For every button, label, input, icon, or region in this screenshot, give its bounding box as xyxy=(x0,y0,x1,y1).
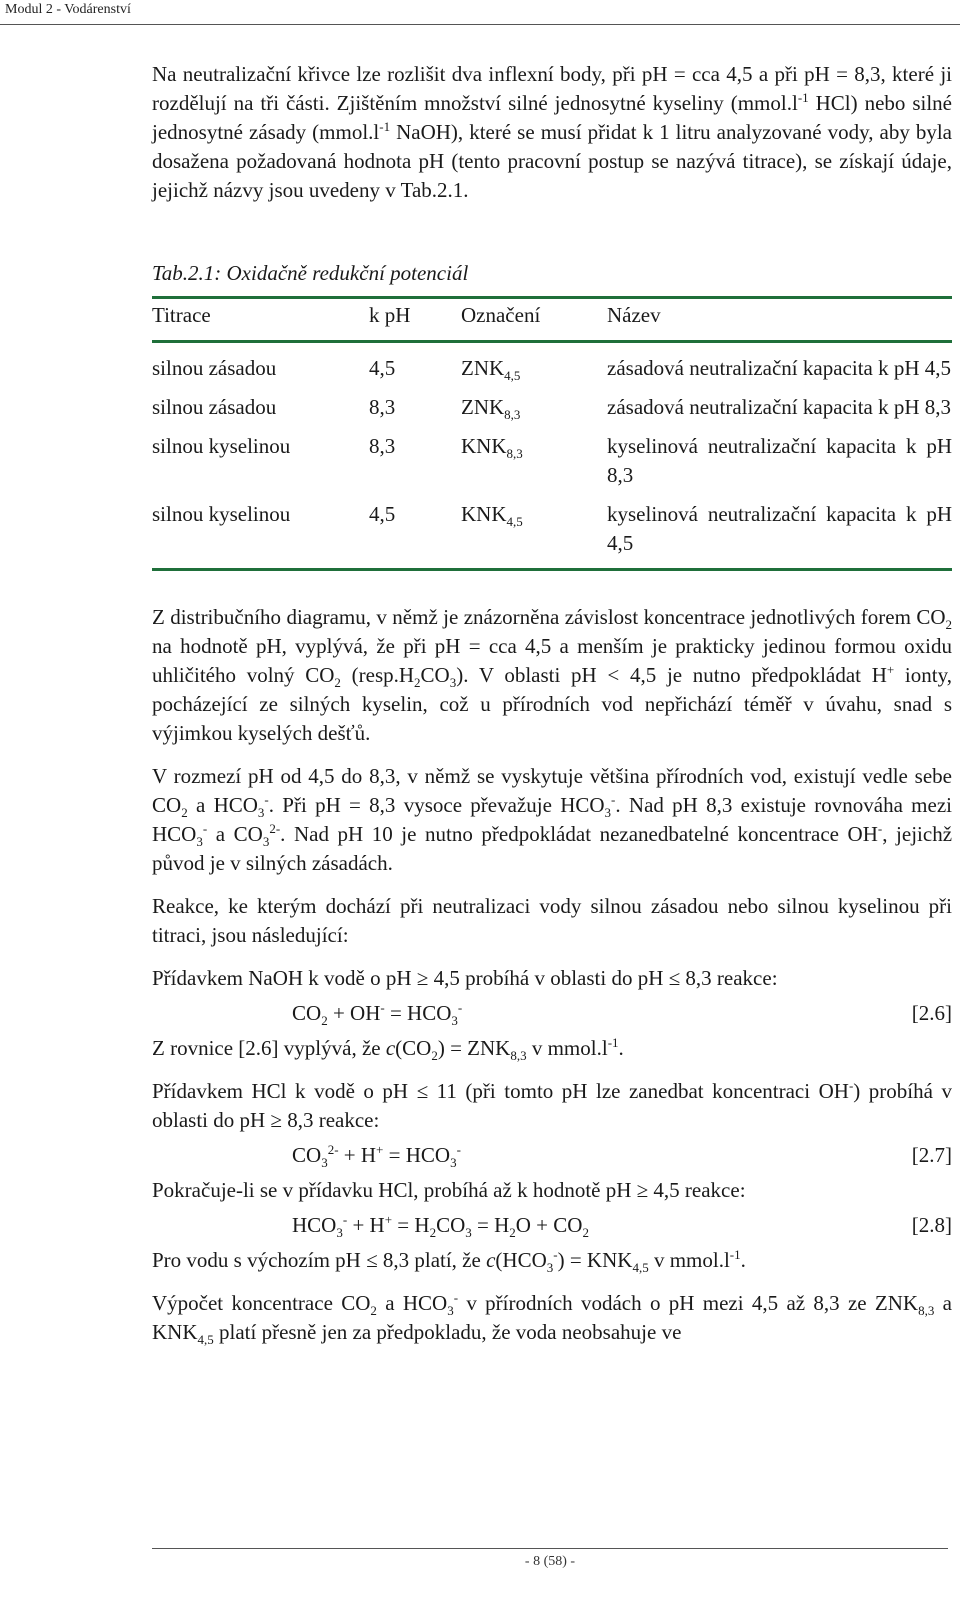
table-bottom-rule xyxy=(152,568,952,571)
paragraph-calculation: Výpočet koncentrace $CO_2$ a $HCO_3^-$ v přírodních vodách o pH mezi 4,5 až 8,3 ze $ZNK_{8,3}$ a $KNK_{4,5}$ platí přesně jen za předpokladu, že voda neobsahuje ve xyxy=(152,1290,952,1348)
cell-code: $ZNK_{8,3}$ xyxy=(461,395,521,423)
cell-ph: 4,5 xyxy=(369,502,396,526)
titration-table xyxy=(152,299,952,568)
equation-2-6: $CO_2 + OH^- = HCO_3^-$ [2.6] xyxy=(292,1000,952,1029)
header-rule xyxy=(0,24,960,25)
table-row xyxy=(152,393,952,432)
equation-2-7: $CO_3^{2-} + H^+ = HCO_3^-$ [2.7] xyxy=(292,1142,952,1171)
cell-ph: 4,5 xyxy=(369,356,396,380)
col-header-ph: k pH xyxy=(369,303,411,327)
table-header-row xyxy=(152,299,952,340)
table-caption: Tab.2.1: Oxidačně redukční potenciál xyxy=(152,261,469,285)
paragraph-equation-consequence: Z rovnice [2.6] vyplývá, že $c(CO_2) = ZNK_{8,3}$ v $mmol.l^{-1}$. xyxy=(152,1035,624,1064)
col-header-nazev: Název xyxy=(607,303,661,327)
table-row xyxy=(152,500,952,568)
col-header-titrace: Titrace xyxy=(152,303,211,327)
cell-code: $KNK_{8,3}$ xyxy=(461,434,523,462)
footer-rule xyxy=(152,1548,948,1549)
table-row xyxy=(152,432,952,500)
col-header-oznaceni: Označení xyxy=(461,303,541,327)
cell-name: zásadová neutralizační kapacita k pH 8,3 xyxy=(607,395,952,419)
cell-name: zásadová neutralizační kapacita k pH 4,5 xyxy=(607,356,952,380)
cell-titrace: silnou zásadou xyxy=(152,356,277,380)
paragraph-continuation: Pokračuje-li se v přídavku HCl, probíhá až k hodnotě pH ≥ 4,5 reakce: xyxy=(152,1178,746,1202)
cell-titrace: silnou zásadou xyxy=(152,395,277,419)
cell-ph: 8,3 xyxy=(369,395,396,419)
cell-code: $KNK_{4,5}$ xyxy=(461,502,523,530)
page-number: - 8 (58) - xyxy=(524,1554,576,1569)
table-row xyxy=(152,354,952,393)
cell-name: kyselinová neutralizační kapacita k pH 4,5 xyxy=(607,502,952,555)
equation-2-8: $HCO_3^- + H^+ = H_2CO_3 = H_2O + CO_2$ [2.8] xyxy=(292,1212,952,1241)
cell-code: $ZNK_{4,5}$ xyxy=(461,356,521,384)
paragraph-water: Pro vodu s výchozím pH ≤ 8,3 platí, že $c(HCO_3^-) = KNK_{4,5}$ v $mmol.l^{-1}$. xyxy=(152,1247,746,1276)
cell-name: kyselinová neutralizační kapacita k pH 8,3 xyxy=(607,434,952,487)
equation-number: [2.8] xyxy=(911,1213,952,1237)
paragraph-hcl: Přídavkem HCl k vodě o pH ≤ 11 (při tomto pH lze zanedbat koncentraci OH-) probíhá v oblasti do pH ≥ 8,3 reakce: xyxy=(152,1078,952,1132)
paragraph-ph-range: V rozmezí pH od 4,5 do 8,3, v němž se vyskytuje většina přírodních vod, existují vedle sebe $CO_2$ a $HCO_3^-$. Při pH = 8,3 vysoce převažuje $HCO_3^-$. Nad pH 8,3 existuje rovnováha mezi $HCO_3^-$ a $CO_3^{2-}$. Nad pH 10 je nutno předpokládat nezanedbatelné koncentrace OH-, jejichž původ je v silných zásadách. xyxy=(152,764,953,875)
cell-titrace: silnou kyselinou xyxy=(152,502,291,526)
paragraph-distribution: Z distribučního diagramu, v němž je znázorněna závislost koncentrace jednotlivých forem $CO_2$ na hodnotě pH, vyplývá, že při pH = cca 4,5 a menším je prakticky jedinou formou oxidu uhličitého volný $CO_2$ $(resp.H_2CO_3)$. V oblasti pH < 4,5 je nutno předpokládat H+ ionty, pocházející ze silných kyselin, což u přírodních vod nepřichází téměř v úvahu, snad s výjimkou kyselých dešťů. xyxy=(152,605,952,745)
running-header: Modul 2 - Vodárenství xyxy=(5,2,131,17)
equation-number: [2.7] xyxy=(911,1143,952,1167)
table-header-rule xyxy=(152,340,952,343)
paragraph-reactions: Reakce, ke kterým dochází při neutralizaci vody silnou zásadou nebo silnou kyselinou při titraci, jsou následující: xyxy=(152,894,952,947)
paragraph-naoh: Přídavkem NaOH k vodě o pH ≥ 4,5 probíhá v oblasti do pH ≤ 8,3 reakce: xyxy=(152,966,778,990)
cell-titrace: silnou kyselinou xyxy=(152,434,291,458)
intro-paragraph: Na neutralizační křivce lze rozlišit dva inflexní body, při pH = cca 4,5 a při pH = 8,3, které ji rozdělují na tři části. Zjištěním množství silné jednosytné kyseliny ($mmol.l^{-1}$ HCl) nebo silné jednosytné zásady ($mmol.l^{-1}$ NaOH), které se musí přidat k 1 litru analyzované vody, aby byla dosažena požadovaná hodnota pH (tento pracovní postup se nazývá titrace), se získají údaje, jejichž názvy jsou uvedeny v Tab.2.1. xyxy=(152,62,952,202)
cell-ph: 8,3 xyxy=(369,434,396,458)
equation-number: [2.6] xyxy=(911,1001,952,1025)
page-body xyxy=(152,60,952,1347)
